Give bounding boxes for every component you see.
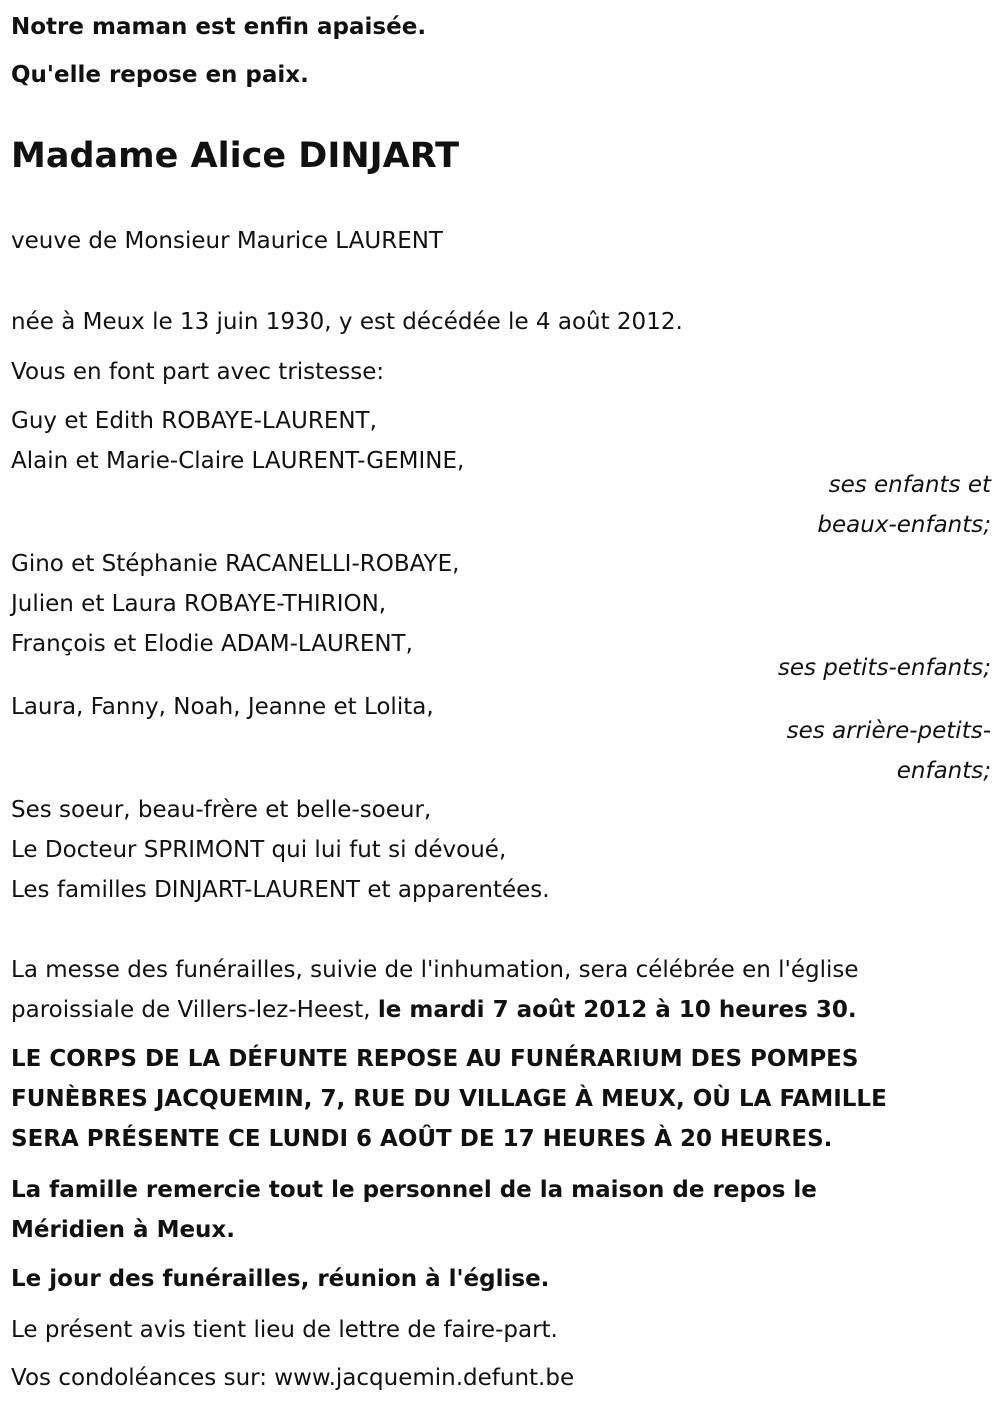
children-line-2: Alain et Marie-Claire LAURENT-GEMINE, — [11, 448, 465, 474]
children-role-line-2: beaux-enfants; — [817, 512, 991, 538]
condolences-line: Vos condoléances sur: www.jacquemin.defunt.be — [11, 1365, 575, 1391]
body-rest-line-2: FUNÈBRES JACQUEMIN, 7, RUE DU VILLAGE À MEUX, OÙ LA FAMILLE — [11, 1086, 887, 1112]
others-line-1: Ses soeur, beau-frère et belle-soeur, — [11, 797, 432, 823]
thanks-line-1: La famille remercie tout le personnel de la maison de repos le — [11, 1177, 817, 1203]
mass-line-1: La messe des funérailles, suivie de l'inhumation, sera célébrée en l'église — [11, 957, 859, 983]
body-rest-line-1: LE CORPS DE LA DÉFUNTE REPOSE AU FUNÉRARIUM DES POMPES — [11, 1046, 859, 1072]
widow-of: veuve de Monsieur Maurice LAURENT — [11, 228, 443, 254]
body-rest-line-3: SERA PRÉSENTE CE LUNDI 6 AOÛT DE 17 HEURES À 20 HEURES. — [11, 1126, 833, 1152]
header-line-2: Qu'elle repose en paix. — [11, 62, 309, 88]
others-line-2: Le Docteur SPRIMONT qui lui fut si dévoué, — [11, 837, 507, 863]
children-role-line-1: ses enfants et — [828, 472, 991, 498]
thanks-line-2: Méridien à Meux. — [11, 1217, 236, 1243]
notice-line: Le présent avis tient lieu de lettre de faire-part. — [11, 1317, 558, 1343]
great-role-line-2: enfants; — [896, 758, 991, 784]
great-grandchildren: Laura, Fanny, Noah, Jeanne et Lolita, — [11, 694, 434, 720]
meeting-note: Le jour des funérailles, réunion à l'église. — [11, 1266, 550, 1292]
mass-date-time: le mardi 7 août 2012 à 10 heures 30. — [377, 997, 857, 1023]
grandchildren-line-2: Julien et Laura ROBAYE-THIRION, — [11, 591, 387, 617]
grandchildren-role: ses petits-enfants; — [777, 655, 991, 681]
children-line-1: Guy et Edith ROBAYE-LAURENT, — [11, 408, 377, 434]
mass-line-2-start: paroissiale de Villers-lez-Heest, — [11, 997, 378, 1023]
grandchildren-line-3: François et Elodie ADAM-LAURENT, — [11, 631, 413, 657]
mass-line-2 — [11, 995, 857, 1025]
great-role-line-1: ses arrière-petits- — [786, 718, 991, 744]
grandchildren-line-1: Gino et Stéphanie RACANELLI-ROBAYE, — [11, 551, 460, 577]
deceased-name: Madame Alice DINJART — [11, 136, 459, 176]
birth-death: née à Meux le 13 juin 1930, y est décédée le 4 août 2012. — [11, 309, 683, 335]
header-line-1: Notre maman est enfin apaisée. — [11, 14, 427, 40]
announcers-intro: Vous en font part avec tristesse: — [11, 359, 385, 385]
others-line-3: Les familles DINJART-LAURENT et apparentées. — [11, 877, 550, 903]
